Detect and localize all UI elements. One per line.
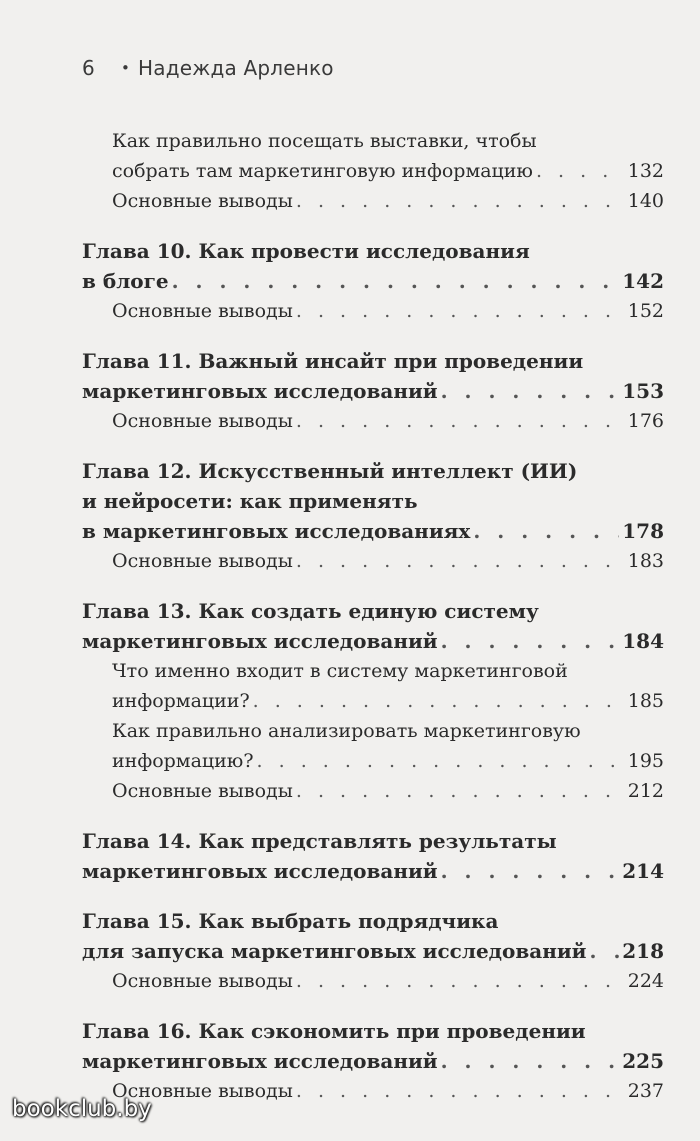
toc-entry-conclusions	[82, 546, 664, 576]
toc-entry-title: Основные выводы	[112, 190, 293, 212]
dot-leader	[536, 156, 625, 186]
toc-chapter-title-line: в блоге	[82, 269, 169, 293]
toc-entry-conclusions	[82, 776, 664, 806]
dot-leader	[296, 966, 625, 996]
dot-leader	[441, 856, 620, 886]
toc-chapter-15	[82, 906, 664, 966]
toc-chapter-title-line: Глава 11. Важный инсайт при проведении	[82, 349, 584, 373]
dot-leader	[441, 626, 620, 656]
toc-chapter-title-line: маркетинговых исследований	[82, 629, 438, 653]
running-header	[82, 56, 334, 80]
toc-page-number: 225	[622, 1049, 664, 1073]
dot-leader	[296, 546, 625, 576]
toc-chapter-12	[82, 456, 664, 546]
toc-page-number: 212	[627, 780, 664, 802]
toc-chapter-13	[82, 596, 664, 656]
dot-leader	[257, 746, 625, 776]
toc-page-number: 184	[622, 629, 664, 653]
toc-page-number: 237	[627, 1080, 664, 1102]
author-name: Надежда Арленко	[138, 56, 334, 80]
toc-entry-conclusions	[82, 296, 664, 326]
toc-entry-conclusions	[82, 1076, 664, 1106]
dot-leader	[296, 296, 625, 326]
toc-page-number: 185	[627, 690, 664, 712]
bullet-icon: •	[120, 59, 130, 77]
toc-page-number: 178	[622, 519, 664, 543]
toc-page-number: 153	[622, 379, 664, 403]
watermark: bookclub.by	[12, 1096, 152, 1122]
toc-page-number: 140	[627, 190, 664, 212]
toc-chapter-11	[82, 346, 664, 406]
toc-entry-conclusions	[82, 966, 664, 996]
toc-entry-title: Основные выводы	[112, 410, 293, 432]
toc-chapter-title-line: Глава 13. Как создать единую систему	[82, 599, 539, 623]
toc-entry-system-contents	[82, 656, 664, 716]
toc-entry-title: Основные выводы	[112, 780, 293, 802]
toc-entry-title: Основные выводы	[112, 1080, 293, 1102]
dot-leader	[296, 406, 625, 436]
toc-entry-title-line: собрать там маркетинговую информацию	[112, 160, 533, 182]
toc-chapter-title-line: Глава 14. Как представлять результаты	[82, 829, 557, 853]
table-of-contents	[82, 126, 664, 1106]
toc-page-number: 176	[627, 410, 664, 432]
toc-chapter-title-line: маркетинговых исследований	[82, 379, 438, 403]
toc-entry-exhibitions	[82, 126, 664, 186]
toc-chapter-title-line: Глава 12. Искусственный интеллект (ИИ)	[82, 459, 578, 483]
toc-page-number: 142	[622, 269, 664, 293]
toc-entry-title-line: информацию?	[112, 750, 254, 772]
toc-chapter-16	[82, 1016, 664, 1076]
toc-chapter-title-line: Глава 10. Как провести исследования	[82, 239, 530, 263]
dot-leader	[253, 686, 625, 716]
toc-entry-analysis	[82, 716, 664, 776]
toc-page-number: 132	[627, 160, 664, 182]
toc-entry-title-line: Как правильно посещать выставки, чтобы	[112, 130, 537, 152]
toc-entry-conclusions	[82, 186, 664, 216]
toc-entry-title-line: информации?	[112, 690, 250, 712]
toc-page-number: 152	[627, 300, 664, 322]
dot-leader	[441, 1046, 620, 1076]
toc-chapter-10	[82, 236, 664, 296]
toc-chapter-title-line: для запуска маркетинговых исследований	[82, 939, 587, 963]
toc-entry-title: Основные выводы	[112, 300, 293, 322]
toc-entry-title: Основные выводы	[112, 550, 293, 572]
toc-chapter-title-line: маркетинговых исследований	[82, 859, 438, 883]
toc-entry-conclusions	[82, 406, 664, 436]
dot-leader	[590, 936, 620, 966]
dot-leader	[296, 1076, 625, 1106]
toc-page-number: 218	[622, 939, 664, 963]
dot-leader	[296, 186, 625, 216]
page-number: 6	[82, 56, 95, 80]
dot-leader	[296, 776, 625, 806]
toc-page-number: 183	[627, 550, 664, 572]
toc-chapter-title-line: Глава 15. Как выбрать подрядчика	[82, 909, 499, 933]
toc-page-number: 195	[627, 750, 664, 772]
toc-entry-title: Основные выводы	[112, 970, 293, 992]
toc-chapter-title-line: в маркетинговых исследованиях	[82, 519, 471, 543]
toc-entry-title-line: Как правильно анализировать маркетинговую	[112, 720, 581, 742]
dot-leader	[473, 516, 619, 546]
toc-chapter-title-line: Глава 16. Как сэкономить при проведении	[82, 1019, 586, 1043]
toc-page-number: 214	[622, 859, 664, 883]
toc-entry-title-line: Что именно входит в систему маркетинговой	[112, 660, 568, 682]
toc-chapter-14	[82, 826, 664, 886]
toc-chapter-title-line: и нейросети: как применять	[82, 489, 418, 513]
toc-chapter-title-line: маркетинговых исследований	[82, 1049, 438, 1073]
dot-leader	[441, 376, 620, 406]
toc-page-number: 224	[627, 970, 664, 992]
dot-leader	[172, 266, 620, 296]
